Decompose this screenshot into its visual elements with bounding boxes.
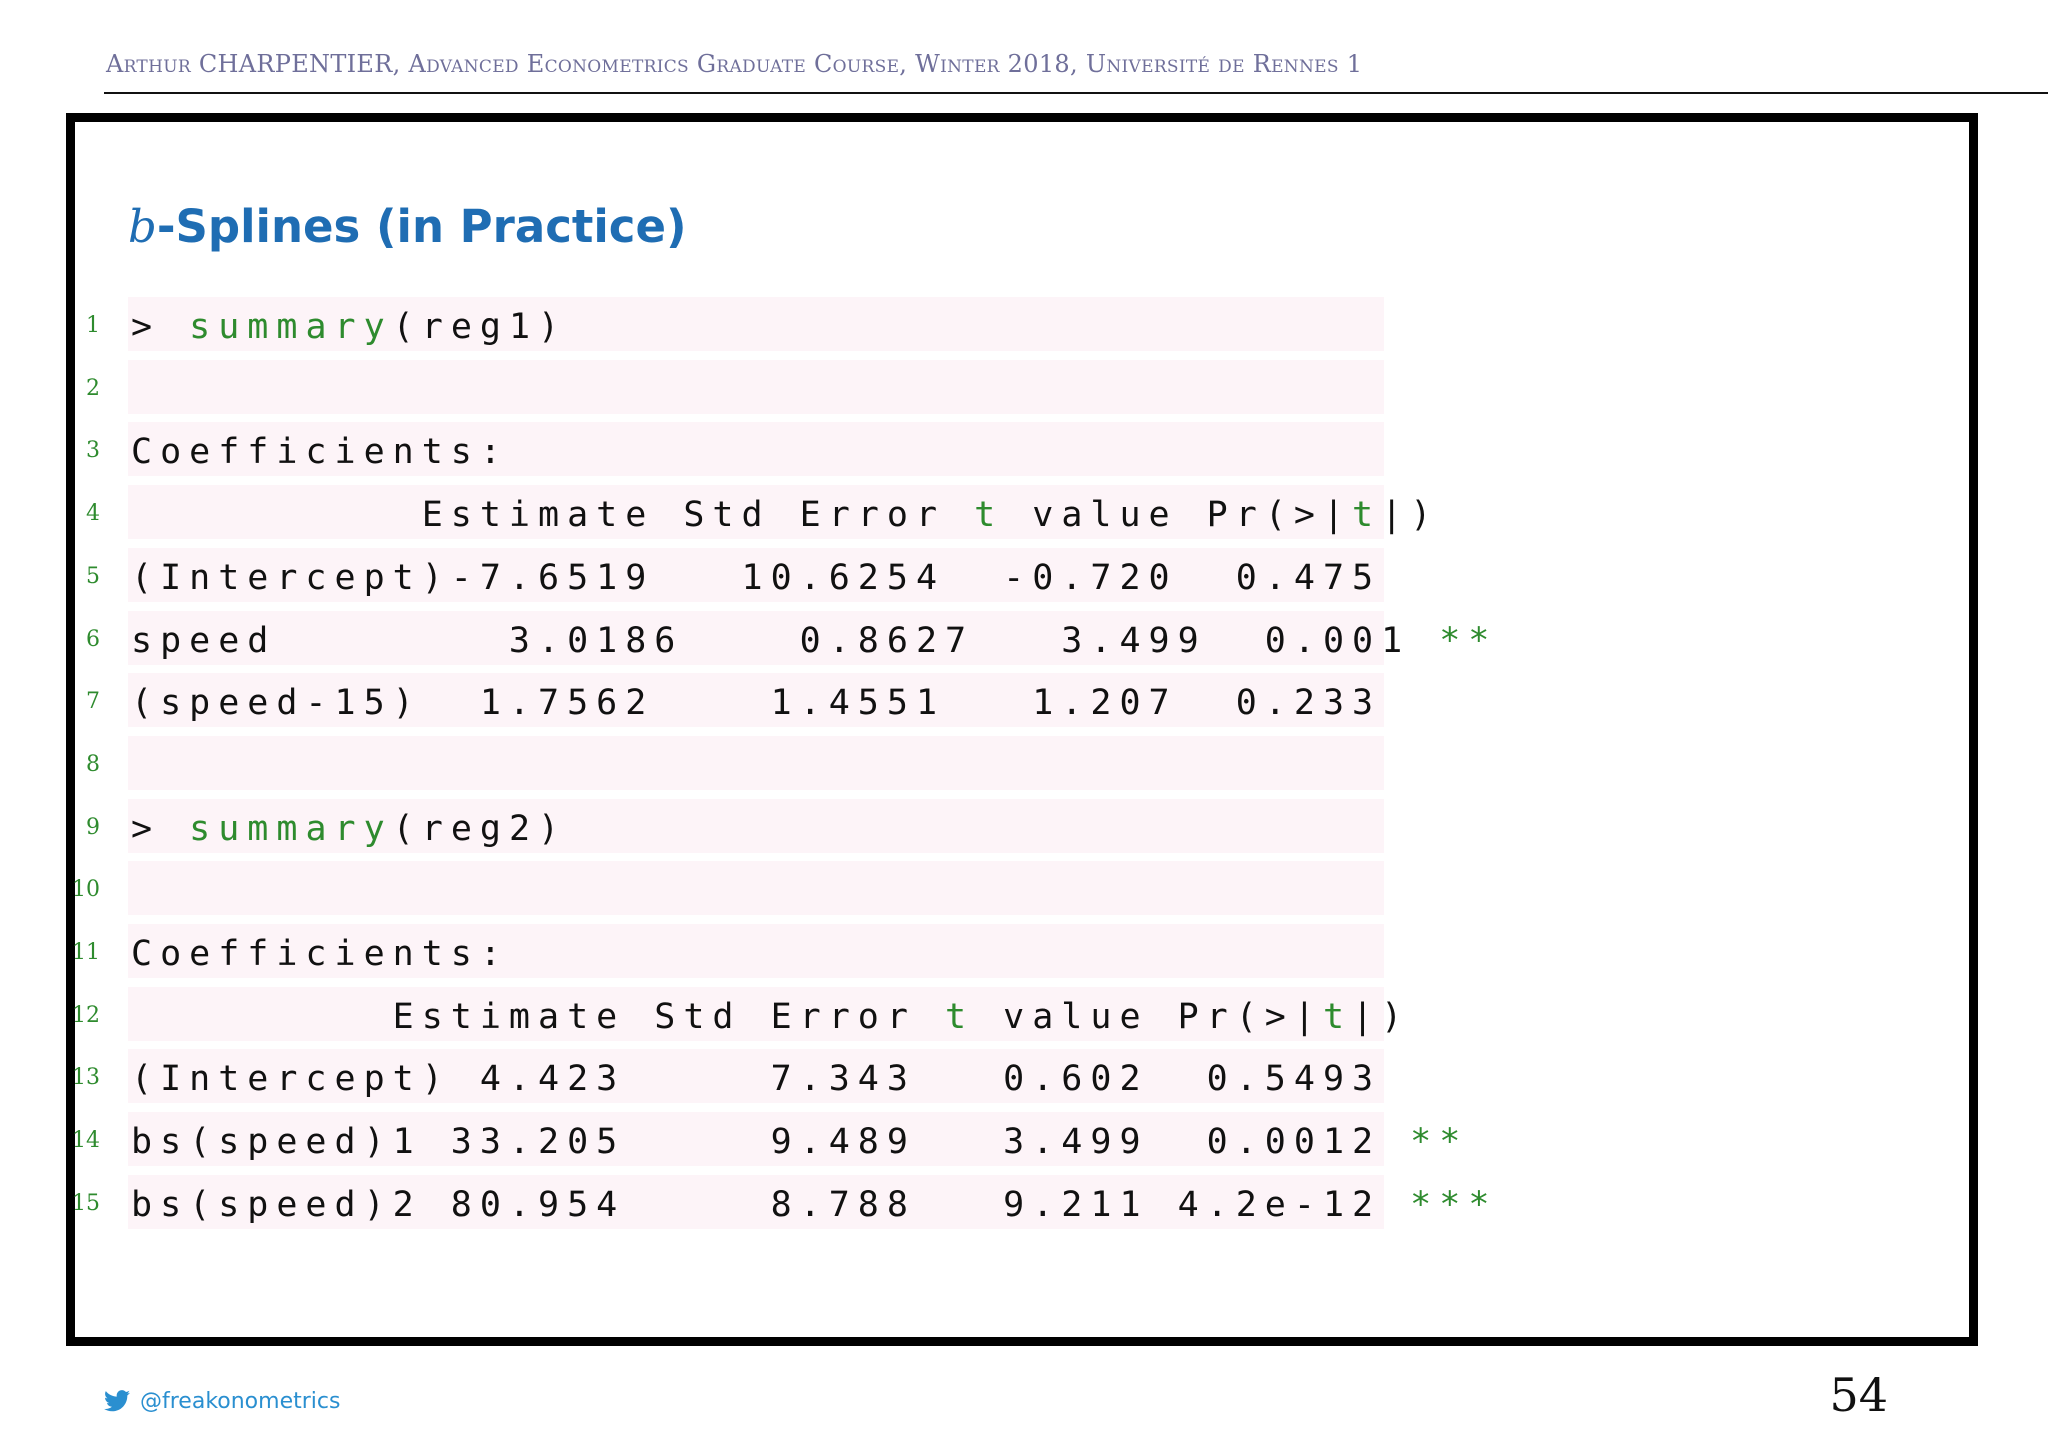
code-keyword: summary bbox=[189, 307, 393, 347]
code-line bbox=[128, 861, 1384, 915]
code-keyword: ** bbox=[1439, 621, 1498, 661]
code-line bbox=[128, 1175, 1498, 1229]
code-line bbox=[128, 548, 1384, 602]
code-line bbox=[128, 799, 1384, 853]
line-number: 14 bbox=[72, 1128, 100, 1153]
code-line bbox=[128, 987, 1411, 1041]
page-number: 54 bbox=[1829, 1368, 1888, 1422]
line-number: 7 bbox=[86, 689, 100, 714]
code-line bbox=[128, 924, 1384, 978]
code-line bbox=[128, 297, 1384, 351]
code-token: (reg2) bbox=[392, 809, 568, 849]
line-number: 10 bbox=[72, 877, 100, 902]
line-number: 8 bbox=[86, 752, 100, 777]
code-token: (speed-15) 1.7562 1.4551 1.207 0.233 bbox=[131, 683, 1382, 723]
code-token: > bbox=[131, 809, 190, 849]
code-line bbox=[128, 1049, 1384, 1103]
code-token: bs(speed)1 33.205 9.489 3.499 0.0012 bbox=[131, 1122, 1411, 1162]
code-line-text bbox=[131, 934, 509, 974]
code-token: Estimate Std Error bbox=[131, 495, 975, 535]
code-token: (Intercept)-7.6519 10.6254 -0.720 0.475 bbox=[131, 558, 1382, 598]
code-line-text bbox=[131, 997, 1410, 1037]
code-line-text bbox=[131, 495, 1439, 535]
code-line bbox=[128, 422, 1384, 476]
code-line bbox=[128, 611, 1498, 665]
line-number: 5 bbox=[86, 564, 100, 589]
slide-title-text: -Splines (in Practice) bbox=[156, 200, 687, 253]
twitter-handle[interactable]: @freakonometrics bbox=[140, 1388, 341, 1414]
code-line bbox=[128, 1112, 1469, 1166]
code-line bbox=[128, 485, 1440, 539]
line-number: 2 bbox=[86, 376, 100, 401]
code-token: Estimate Std Error bbox=[131, 997, 946, 1037]
code-line-text bbox=[131, 809, 567, 849]
code-line-text bbox=[131, 307, 567, 347]
code-token: value Pr(>| bbox=[974, 997, 1323, 1037]
code-keyword: *** bbox=[1410, 1185, 1498, 1225]
header-rule bbox=[104, 92, 2048, 94]
code-line-text bbox=[131, 1122, 1468, 1162]
code-line-text bbox=[131, 558, 1381, 598]
code-line-text bbox=[131, 621, 1497, 661]
slide-title-italic: b bbox=[128, 200, 157, 253]
twitter-handle-link[interactable] bbox=[104, 1386, 340, 1416]
code-token: value Pr(>| bbox=[1003, 495, 1353, 535]
code-line-text bbox=[131, 1185, 1497, 1225]
code-line bbox=[128, 360, 1384, 414]
code-token: speed 3.0186 0.8627 3.499 0.001 bbox=[131, 621, 1440, 661]
code-line-text bbox=[131, 432, 509, 472]
code-keyword: t bbox=[974, 495, 1004, 535]
line-number: 11 bbox=[72, 940, 100, 965]
code-token: Coefficients: bbox=[131, 432, 509, 472]
running-header: Arthur CHARPENTIER, Advanced Econometrics Graduate Course, Winter 2018, Université de Rennes 1 bbox=[106, 50, 1363, 78]
line-number: 4 bbox=[86, 501, 100, 526]
code-token: Coefficients: bbox=[131, 934, 509, 974]
code-keyword: summary bbox=[189, 809, 393, 849]
code-token: |) bbox=[1381, 495, 1440, 535]
twitter-bird-icon bbox=[104, 1390, 130, 1412]
code-keyword: t bbox=[945, 997, 975, 1037]
code-token: bs(speed)2 80.954 8.788 9.211 4.2e-12 bbox=[131, 1185, 1411, 1225]
line-number: 3 bbox=[86, 438, 100, 463]
code-keyword: t bbox=[1352, 495, 1382, 535]
code-token: > bbox=[131, 307, 190, 347]
code-line-text bbox=[131, 683, 1381, 723]
line-number: 15 bbox=[72, 1191, 100, 1216]
code-keyword: t bbox=[1322, 997, 1353, 1037]
code-token: (reg1) bbox=[392, 307, 568, 347]
slide-title bbox=[128, 200, 687, 253]
code-keyword: ** bbox=[1410, 1122, 1469, 1162]
code-line bbox=[128, 673, 1384, 727]
code-line-text bbox=[131, 1059, 1381, 1099]
line-number: 9 bbox=[86, 815, 100, 840]
line-number: 6 bbox=[86, 627, 100, 652]
line-number: 12 bbox=[72, 1003, 100, 1028]
code-line bbox=[128, 736, 1384, 790]
code-token: (Intercept) 4.423 7.343 0.602 0.5493 bbox=[131, 1059, 1382, 1099]
line-number: 1 bbox=[86, 313, 100, 338]
line-number: 13 bbox=[72, 1065, 100, 1090]
code-token: |) bbox=[1352, 997, 1411, 1037]
